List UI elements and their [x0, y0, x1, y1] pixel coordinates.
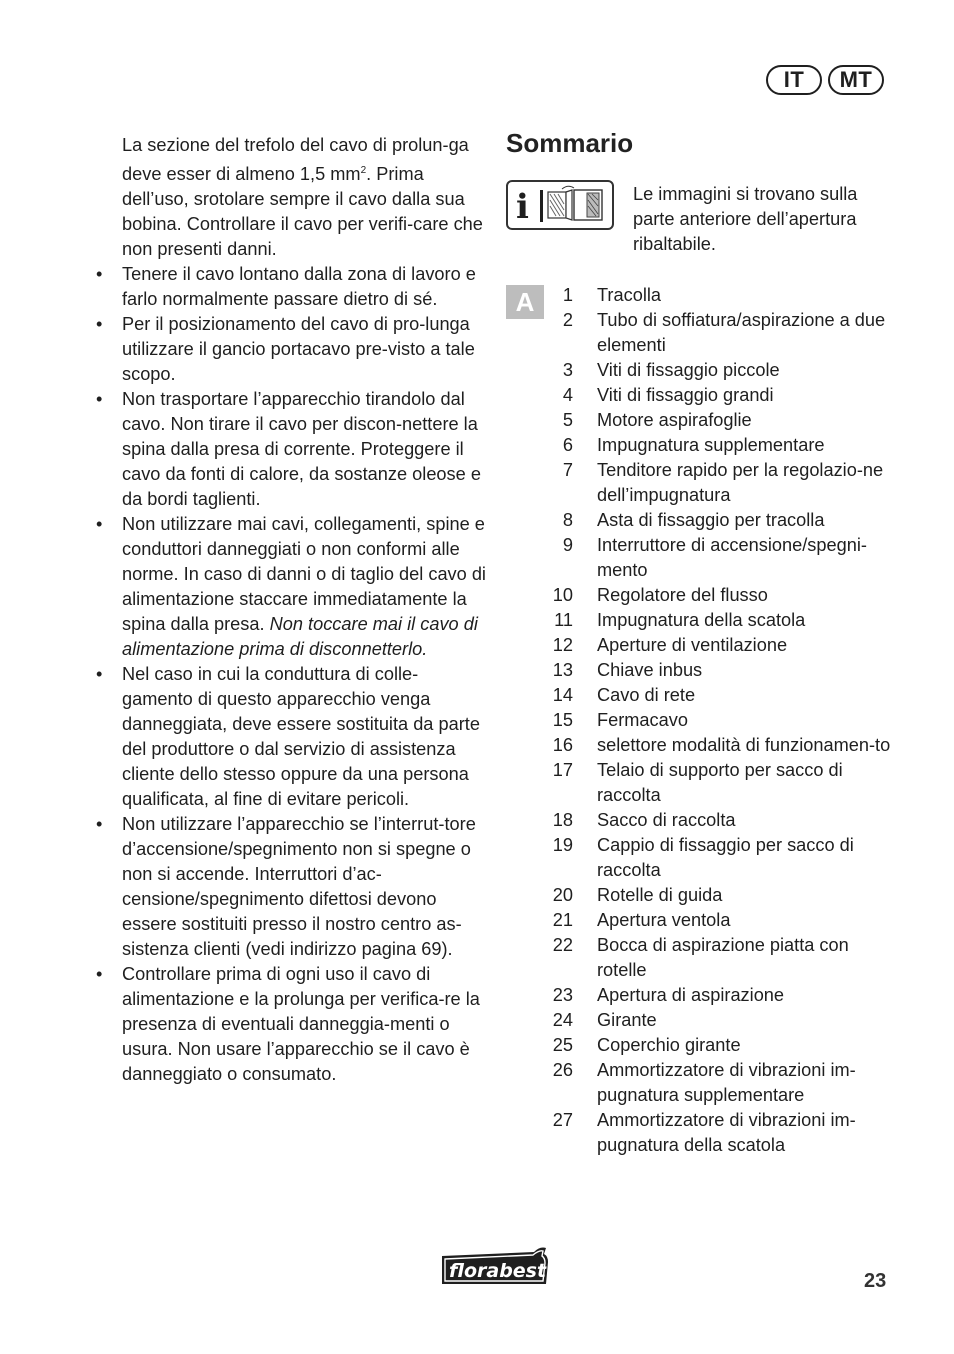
safety-bullet-item [96, 812, 486, 962]
info-text: Le immagini si trovano sulla parte anteriore dell’apertura ribaltabile. [633, 184, 858, 254]
contents-column [506, 126, 896, 1158]
part-label: Telaio di supporto per sacco di raccolta [597, 760, 843, 805]
part-label: Motore aspirafoglie [597, 410, 752, 430]
bullet-marker: • [96, 814, 103, 835]
florabest-logo [438, 1244, 552, 1295]
part-number: 21 [552, 910, 573, 930]
part-item [506, 358, 896, 383]
bullet-marker: • [96, 314, 103, 335]
safety-bullet-item [96, 262, 486, 312]
part-number: 19 [552, 835, 573, 855]
part-item [506, 633, 896, 658]
part-label: Regolatore del flusso [597, 585, 768, 605]
info-fold-out-icon [506, 180, 614, 230]
part-item [506, 383, 896, 408]
part-item [506, 283, 896, 308]
part-number: 15 [552, 710, 573, 730]
part-item [506, 808, 896, 833]
part-number: 24 [552, 1010, 573, 1030]
safety-bullet-item [96, 962, 486, 1087]
part-label: Bocca di aspirazione piatta con rotelle [597, 935, 849, 980]
part-label: Ammortizzatore di vibrazioni im-pugnatura supplementare [597, 1060, 856, 1105]
part-label: Rotelle di guida [597, 885, 723, 905]
part-item [506, 708, 896, 733]
part-item [506, 933, 896, 983]
safety-bullet-item [96, 312, 486, 387]
part-item [506, 733, 896, 758]
svg-text:i: i [516, 187, 529, 226]
bullet-text: Non utilizzare mai cavi, collegamenti, spine e conduttori danneggiati o non conformi alle norme. In caso di danni o di taglio del cavo di alimentazione staccare immediatamente la spina dalla presa. [122, 514, 486, 635]
parts-list [506, 283, 896, 1158]
intro-text-a: La sezione del trefolo del cavo di prolun-ga deve esser di almeno 1,5 mm [122, 135, 469, 185]
bullet-text: Non utilizzare l’apparecchio se l’interrut-tore d’accensione/spegnimento non si spegne o non si accende. Interruttori d’ac-censione/spegnimento difettosi devono essere sostituiti presso il nostro centro as-sistenza clienti (vedi indirizzo pagina 69). [122, 814, 476, 960]
part-number: 16 [552, 735, 573, 755]
cable-section-paragraph [96, 133, 486, 262]
part-label: Coperchio girante [597, 1035, 741, 1055]
part-number: 23 [552, 985, 573, 1005]
part-item [506, 758, 896, 808]
part-item [506, 308, 896, 358]
part-item [506, 408, 896, 433]
safety-column [96, 133, 486, 1087]
part-number: 17 [552, 760, 573, 780]
part-label: Asta di fissaggio per tracolla [597, 510, 825, 530]
part-label: Ammortizzatore di vibrazioni im-pugnatura della scatola [597, 1110, 856, 1155]
part-label: Impugnatura della scatola [597, 610, 806, 630]
part-number: 10 [552, 585, 573, 605]
part-label: Chiave inbus [597, 660, 703, 680]
part-item [506, 908, 896, 933]
part-number: 12 [552, 635, 573, 655]
bullet-marker: • [96, 664, 103, 685]
part-item [506, 508, 896, 533]
part-label: Girante [597, 1010, 657, 1030]
bullet-marker: • [96, 964, 103, 985]
bullet-text: Tenere il cavo lontano dalla zona di lavoro e farlo normalmente passare dietro di sé. [122, 264, 476, 310]
bullet-marker: • [96, 264, 103, 285]
part-item [506, 608, 896, 633]
figure-a-label: A [506, 285, 544, 319]
part-item [506, 833, 896, 883]
part-item [506, 658, 896, 683]
safety-bullet-item [96, 387, 486, 512]
part-number: 8 [562, 510, 573, 530]
intro-superscript: 2 [360, 165, 367, 176]
part-number: 4 [562, 385, 573, 405]
part-number: 11 [554, 610, 573, 630]
part-number: 25 [552, 1035, 573, 1055]
part-label: Apertura di aspirazione [597, 985, 785, 1005]
part-label: Cappio di fissaggio per sacco di raccolta [597, 835, 854, 880]
language-badge-mt: MT [828, 65, 884, 95]
part-item [506, 683, 896, 708]
part-number: 6 [562, 435, 573, 455]
safety-bullet-item [96, 512, 486, 662]
bullet-text: Controllare prima di ogni uso il cavo di alimentazione e la prolunga per verifica-re la presenza di eventuali danneggia-menti o usura. Non usare l’apparecchio se il cavo è danneggiato o consumato. [122, 964, 480, 1085]
part-item [506, 433, 896, 458]
part-item [506, 1108, 896, 1158]
part-label: Impugnatura supplementare [597, 435, 825, 455]
part-label: Apertura ventola [597, 910, 731, 930]
part-item [506, 583, 896, 608]
part-number: 2 [562, 310, 573, 330]
bullet-text: Per il posizionamento del cavo di pro-lunga utilizzare il gancio portacavo pre-visto a tale scopo. [122, 314, 475, 385]
section-heading: Sommario [506, 128, 634, 158]
part-label: Cavo di rete [597, 685, 696, 705]
bullet-italic-warning: Non toccare mai il cavo di alimentazione prima di disconnetterlo. [122, 614, 478, 660]
language-badge-it: IT [766, 65, 822, 95]
part-item [506, 1008, 896, 1033]
part-item [506, 1058, 896, 1108]
part-item [506, 533, 896, 583]
part-label: Viti di fissaggio piccole [597, 360, 780, 380]
part-number: 5 [562, 410, 573, 430]
part-label: Tracolla [597, 285, 662, 305]
part-number: 7 [562, 460, 573, 480]
part-item [506, 883, 896, 908]
language-badges [766, 65, 884, 95]
part-number: 9 [562, 535, 573, 555]
bullet-marker: • [96, 389, 103, 410]
safety-bullet-list [96, 262, 486, 1087]
part-label: Viti di fissaggio grandi [597, 385, 774, 405]
part-number: 3 [562, 360, 573, 380]
parts-list-section [506, 283, 896, 1158]
part-label: Aperture di ventilazione [597, 635, 788, 655]
part-number: 1 [562, 285, 573, 305]
part-number: 13 [552, 660, 573, 680]
bullet-marker: • [96, 514, 103, 535]
part-number: 26 [552, 1060, 573, 1080]
logo-text: florabest [449, 1260, 547, 1282]
part-item [506, 1033, 896, 1058]
info-note [506, 182, 896, 257]
page-number: 23 [864, 1270, 887, 1292]
part-label: Tenditore rapido per la regolazio-ne dell’impugnatura [597, 460, 884, 505]
part-label: selettore modalità di funzionamen-to [597, 735, 891, 755]
part-number: 18 [552, 810, 573, 830]
part-number: 14 [552, 685, 573, 705]
part-number: 27 [552, 1110, 573, 1130]
part-number: 20 [552, 885, 573, 905]
safety-bullet-item [96, 662, 486, 812]
part-label: Interruttore di accensione/spegni-mento [597, 535, 867, 580]
part-item [506, 458, 896, 508]
part-number: 22 [552, 935, 573, 955]
part-label: Tubo di soffiatura/aspirazione a due elementi [597, 310, 886, 355]
bullet-text: Non trasportare l’apparecchio tirandolo dal cavo. Non tirare il cavo per discon-nettere la spina dalla presa di corrente. Proteggere il cavo da fonti di calore, da sostanze oleose e da bordi taglienti. [122, 389, 481, 510]
part-item [506, 983, 896, 1008]
part-label: Sacco di raccolta [597, 810, 736, 830]
intro-text-b: . Prima dell’uso, srotolare sempre il cavo dalla sua bobina. Controllare il cavo per verifi-care che non presenti danni. [122, 164, 483, 260]
part-label: Fermacavo [597, 710, 688, 730]
bullet-text: Nel caso in cui la conduttura di colle-gamento di questo apparecchio venga danneggiata, deve essere sostituita da parte del produttore o dal servizio di assistenza cliente dello stesso oppure da una persona qualificata, al fine di evitare pericoli. [122, 664, 480, 810]
